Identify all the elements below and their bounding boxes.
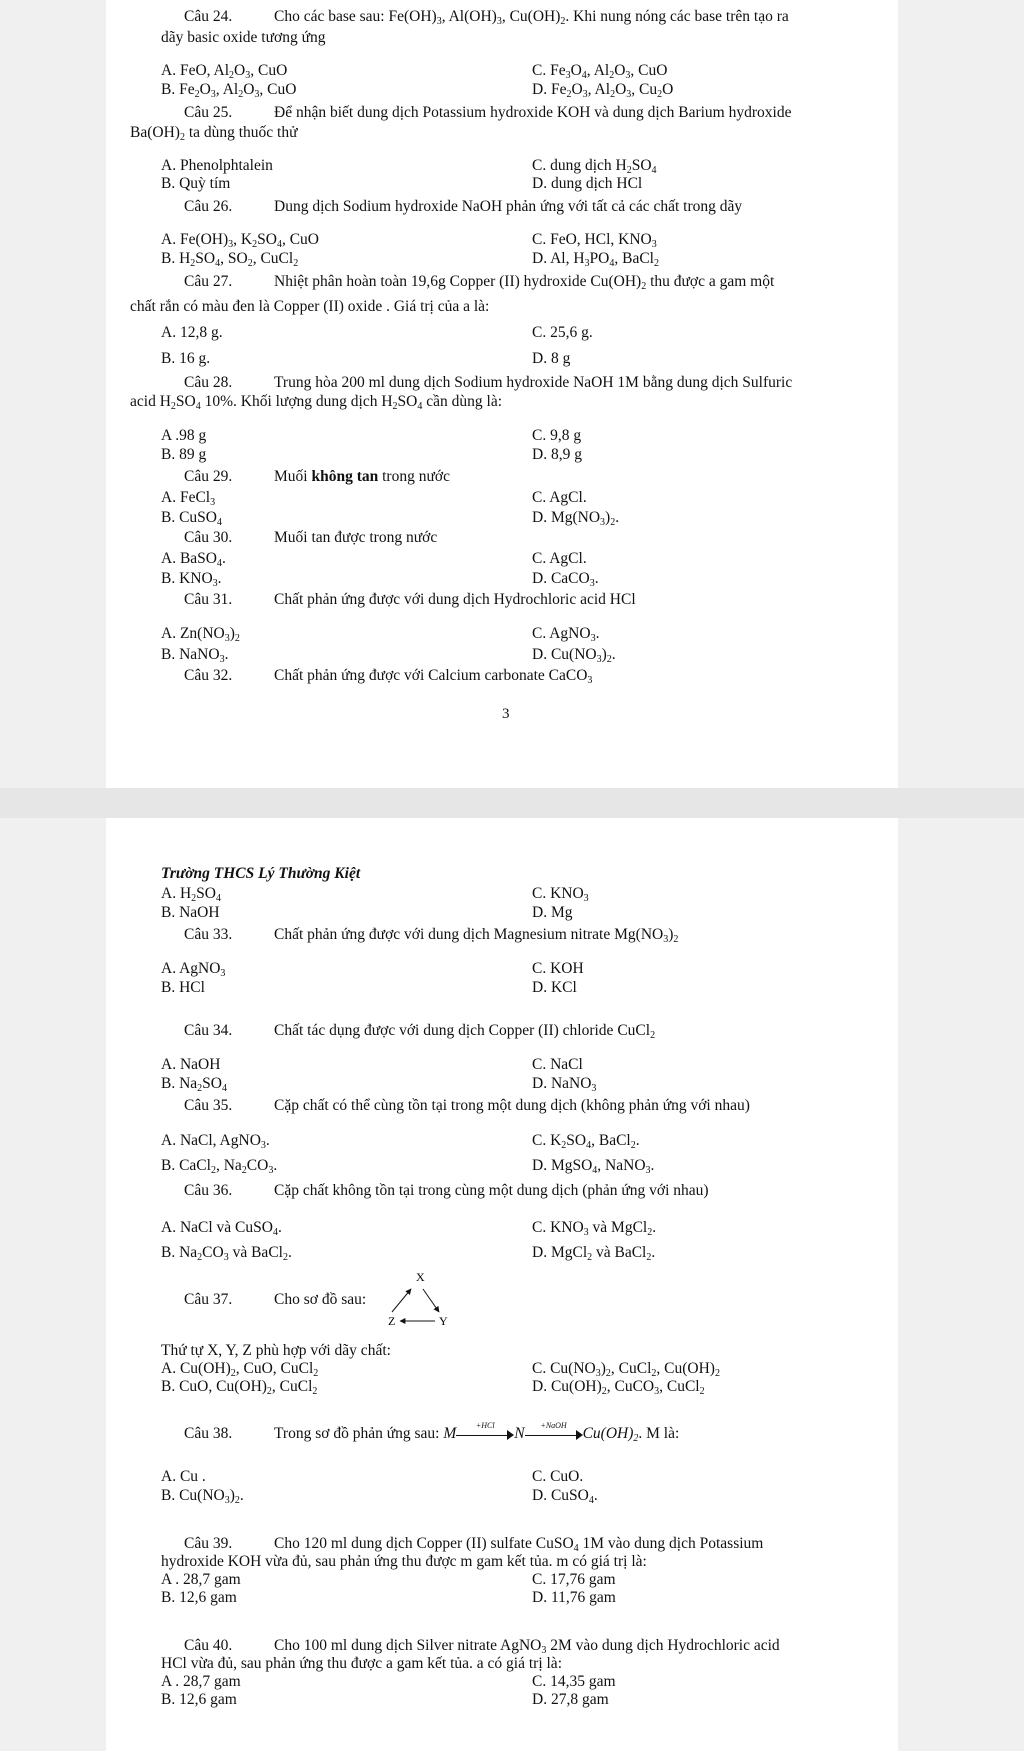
question-32: Câu 32. Chất phản ứng được với Calcium carbonate CaCO$_3$: [184, 667, 593, 686]
q35-option-c: C. $K_2SO_4$, BaCl$_2$.: [532, 1132, 640, 1151]
q36-option-b: B. $Na_2CO_3$ và BaCl$_2$.: [161, 1244, 292, 1263]
question-27: Câu 27. Nhiệt phân hoàn toàn 19,6g Copper (II) hydroxide $Cu(OH)_2$ thu được a gam một: [184, 273, 775, 292]
q26-option-a: A. $Fe(OH)_3$, $K_2SO_4$, CuO: [161, 231, 319, 250]
arrow-x-to-y: [423, 1289, 439, 1312]
q34-option-b: B. $Na_2SO_4$: [161, 1075, 227, 1094]
q32-option-c: C. $KNO_3$: [532, 885, 589, 904]
question-28-cont: acid $H_2SO_4$ 10%. Khối lượng dung dịch $H_2SO_4$ cần dùng là:: [130, 393, 503, 412]
question-36: Câu 36. Cặp chất không tồn tại trong cùng một dung dịch (phản ứng với nhau): [184, 1182, 709, 1199]
question-25-cont: $Ba(OH)_2$ ta dùng thuốc thử: [130, 124, 298, 143]
q32-option-d: D. Mg: [532, 904, 573, 921]
arrow-naoh: +NaOH: [525, 1427, 583, 1441]
q37-option-c: C. $Cu(NO_3)_2$, CuCl$_2$, $Cu(OH)_2$: [532, 1360, 720, 1379]
q40-option-d: D. 27,8 gam: [532, 1691, 609, 1708]
q38-option-a: A. Cu .: [161, 1468, 206, 1485]
q38-option-d: D. CuSO$_4$.: [532, 1487, 598, 1506]
q40-option-b: B. 12,6 gam: [161, 1691, 237, 1708]
question-24-cont: dãy basic oxide tương ứng: [161, 29, 326, 46]
q29-option-b: B. CuSO$_4$: [161, 509, 222, 528]
q36-option-d: D. MgCl$_2$ và BaCl$_2$.: [532, 1244, 656, 1263]
question-37-cont: Thứ tự X, Y, Z phù hợp với dãy chất:: [161, 1342, 391, 1359]
q36-option-c: C. $KNO_3$ và MgCl$_2$.: [532, 1219, 657, 1238]
q34-option-a: A. NaOH: [161, 1056, 221, 1073]
q39-option-a: A . 28,7 gam: [161, 1571, 241, 1588]
q25-option-c: C. dung dịch $H_2SO_4$: [532, 157, 657, 176]
q32-option-b: B. NaOH: [161, 904, 220, 921]
q25-option-d: D. dung dịch HCl: [532, 175, 643, 192]
q28-option-d: D. 8,9 g: [532, 446, 582, 463]
q39-option-b: B. 12,6 gam: [161, 1589, 237, 1606]
q38-option-b: B. $Cu(NO_3)_2$.: [161, 1487, 244, 1506]
q26-option-d: D. Al, $H_3PO_4$, BaCl$_2$: [532, 250, 659, 269]
q30-option-a: A. BaSO$_4$.: [161, 550, 226, 569]
q28-option-b: B. 89 g: [161, 446, 207, 463]
q35-option-a: A. NaCl, AgNO$_3$.: [161, 1132, 270, 1151]
diagram-label-x: X: [416, 1270, 425, 1284]
question-33: Câu 33. Chất phản ứng được với dung dịch Magnesium nitrate $Mg(NO_3)_2$: [184, 926, 679, 945]
q39-option-c: C. 17,76 gam: [532, 1571, 616, 1588]
page-separator: [0, 788, 1024, 818]
question-37: Câu 37. Cho sơ đồ sau:: [184, 1291, 367, 1308]
q32-option-a: A. $H_2SO_4$: [161, 885, 221, 904]
question-39-cont: hydroxide KOH vừa đủ, sau phản ứng thu được m gam kết tủa. m có giá trị là:: [161, 1553, 647, 1570]
question-25: Câu 25. Để nhận biết dung dịch Potassium hydroxide KOH và dung dịch Barium hydroxide: [184, 104, 792, 121]
q40-option-c: C. 14,35 gam: [532, 1673, 616, 1690]
q26-option-b: B. $H_2SO_4$, $SO_2$, CuCl$_2$: [161, 250, 299, 269]
question-40-cont: HCl vừa đủ, sau phản ứng thu được a gam kết tủa. a có giá trị là:: [161, 1655, 562, 1672]
q31-option-b: B. NaNO$_3$.: [161, 646, 229, 665]
diagram-label-y: Y: [439, 1314, 448, 1328]
q27-option-d: D. 8 g: [532, 350, 571, 367]
question-29: Câu 29. Muối không tan trong nước: [184, 468, 450, 485]
q29-option-d: D. $Mg(NO_3)_2$.: [532, 509, 620, 528]
document-page-4: [106, 818, 898, 1751]
question-40: Câu 40. Cho 100 ml dung dịch Silver nitrate AgNO$_3$ 2M vào dung dịch Hydrochloric acid: [184, 1637, 780, 1656]
q34-option-d: D. NaNO$_3$: [532, 1075, 597, 1094]
q28-option-a: A .98 g: [161, 427, 207, 444]
page-number: 3: [502, 706, 510, 722]
question-35: Câu 35. Cặp chất có thể cùng tồn tại trong một dung dịch (không phản ứng với nhau): [184, 1097, 750, 1114]
q28-option-c: C. 9,8 g: [532, 427, 582, 444]
q31-option-c: C. AgNO$_3$.: [532, 625, 600, 644]
q35-option-d: D. MgSO$_4$, NaNO$_3$.: [532, 1157, 655, 1176]
q26-option-c: C. FeO, HCl, $KNO_3$: [532, 231, 657, 250]
q30-option-c: C. AgCl.: [532, 550, 587, 567]
q29-option-c: C. AgCl.: [532, 489, 587, 506]
question-38: Câu 38. Trong sơ đồ phản ứng sau: M +HCl N +NaOH $Cu(OH)_2$. M là:: [184, 1421, 680, 1444]
q40-option-a: A . 28,7 gam: [161, 1673, 241, 1690]
q31-option-d: D. $Cu(NO_3)_2$.: [532, 646, 616, 665]
q33-option-a: A. AgNO$_3$: [161, 960, 226, 979]
q24-option-d: D. $Fe_2O_3$, $Al_2O_3$, $Cu_2O$: [532, 81, 674, 100]
q33-option-b: B. HCl: [161, 979, 205, 996]
arrow-hcl: +HCl: [456, 1427, 514, 1441]
reaction-triangle-diagram: [376, 1268, 446, 1328]
question-26: Câu 26. Dung dịch Sodium hydroxide NaOH phản ứng với tất cả các chất trong dãy: [184, 198, 743, 215]
q36-option-a: A. NaCl và CuSO$_4$.: [161, 1219, 282, 1238]
q24-option-a: A. FeO, $Al_2O_3$, CuO: [161, 62, 288, 81]
q39-option-d: D. 11,76 gam: [532, 1589, 616, 1606]
q35-option-b: B. CaCl$_2$, $Na_2CO_3$.: [161, 1157, 278, 1176]
q30-option-d: D. CaCO$_3$.: [532, 570, 599, 589]
q27-option-a: A. 12,8 g.: [161, 324, 223, 341]
q38-option-c: C. CuO.: [532, 1468, 584, 1485]
question-39: Câu 39. Cho 120 ml dung dịch Copper (II) sulfate CuSO$_4$ 1M vào dung dịch Potassium: [184, 1535, 764, 1554]
q25-option-a: A. Phenolphtalein: [161, 157, 273, 174]
document-page-3: [106, 0, 898, 788]
q34-option-c: C. NaCl: [532, 1056, 583, 1073]
q25-option-b: B. Quỳ tím: [161, 175, 231, 192]
question-30: Câu 30. Muối tan được trong nước: [184, 529, 438, 546]
reaction-scheme: M +HCl N +NaOH $Cu(OH)_2$: [443, 1421, 639, 1444]
q31-option-a: A. $Zn(NO_3)_2$: [161, 625, 240, 644]
question-31: Câu 31. Chất phản ứng được với dung dịch Hydrochloric acid HCl: [184, 591, 636, 608]
diagram-label-z: Z: [388, 1314, 396, 1328]
q24-option-c: C. $Fe_3O_4$, $Al_2O_3$, CuO: [532, 62, 668, 81]
q27-option-b: B. 16 g.: [161, 350, 211, 367]
question-27-cont: chất rắn có màu đen là Copper (II) oxide . Giá trị của a là:: [130, 298, 490, 315]
q33-option-c: C. KOH: [532, 960, 584, 977]
q27-option-c: C. 25,6 g.: [532, 324, 593, 341]
q24-option-b: B. $Fe_2O_3$, $Al_2O_3$, CuO: [161, 81, 297, 100]
question-24: Câu 24. Cho các base sau: $Fe(OH)_3$, $Al(OH)_3$, $Cu(OH)_2$. Khi nung nóng các base trên tạo ra: [184, 8, 789, 27]
q30-option-b: B. $KNO_3$.: [161, 570, 222, 589]
arrow-z-to-x: [392, 1289, 411, 1312]
q37-option-b: B. CuO, $Cu(OH)_2$, CuCl$_2$: [161, 1378, 318, 1397]
question-34: Câu 34. Chất tác dụng được với dung dịch Copper (II) chloride CuCl$_2$: [184, 1022, 656, 1041]
school-header: Trường THCS Lý Thường Kiệt: [161, 865, 361, 882]
q29-option-a: A. FeCl$_3$: [161, 489, 216, 508]
q37-option-d: D. $Cu(OH)_2$, CuCO$_3$, CuCl$_2$: [532, 1378, 705, 1397]
q33-option-d: D. KCl: [532, 979, 577, 996]
question-28: Câu 28. Trung hòa 200 ml dung dịch Sodium hydroxide NaOH 1M bằng dung dịch Sulfuric: [184, 374, 793, 391]
q37-option-a: A. $Cu(OH)_2$, CuO, CuCl$_2$: [161, 1360, 319, 1379]
